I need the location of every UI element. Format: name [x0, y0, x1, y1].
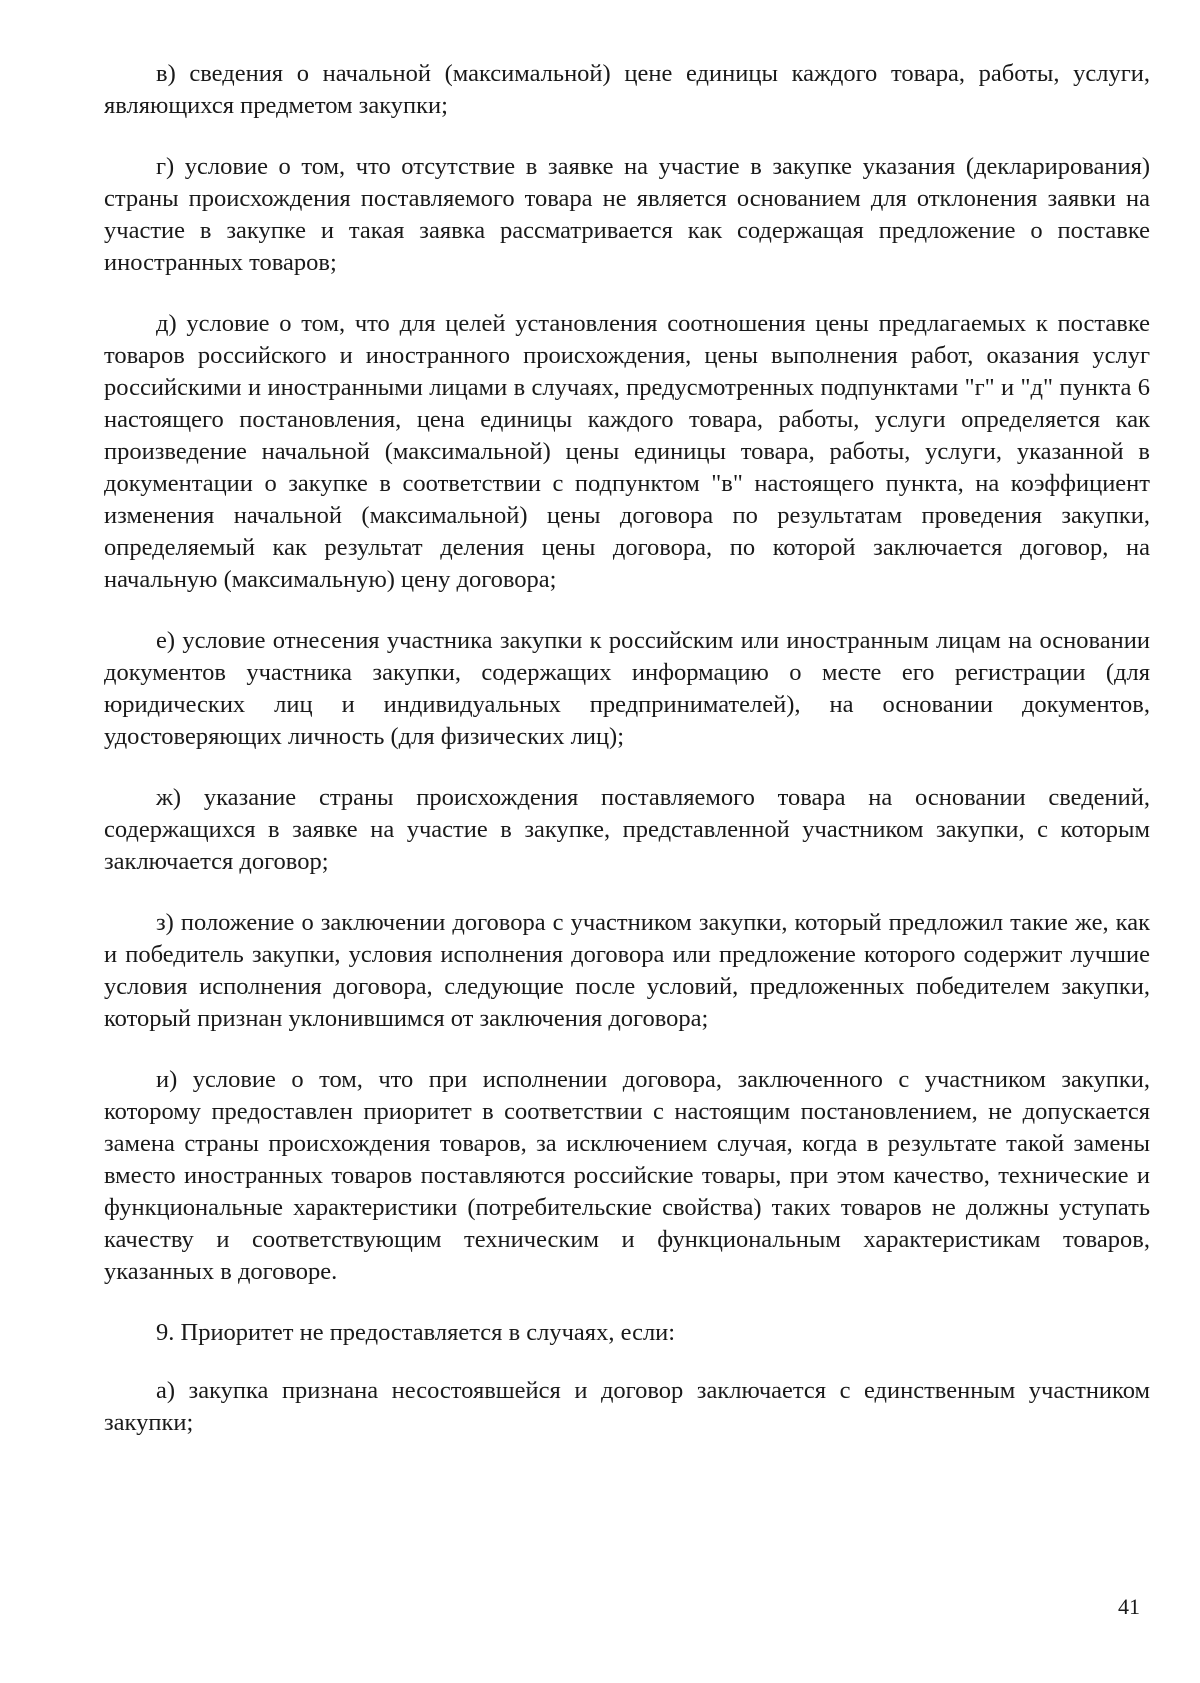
paragraph-a: а) закупка признана несостоявшейся и договор заключается с единственным участником закупки; [104, 1377, 1150, 1436]
paragraph-e: е) условие отнесения участника закупки к российским или иностранным лицам на основании документов участника закупки, содержащих информацию о месте его регистрации (для юридических лиц и индивидуальных предпринимателей), на основании документов, удостоверяющих личность (для физических лиц); [104, 627, 1150, 750]
page-number: 41 [1118, 1594, 1140, 1619]
document-body [104, 58, 1150, 1468]
paragraph-g: г) условие о том, что отсутствие в заявке на участие в закупке указания (декларирования) страны происхождения поставляемого товара не является основанием для отклонения заявки на участие в закупке и такая заявка рассматривается как содержащая предложение о поставке иностранных товаров; [104, 153, 1150, 276]
paragraph-d: д) условие о том, что для целей установления соотношения цены предлагаемых к поставке товаров российского и иностранного происхождения, цены выполнения работ, оказания услуг российскими и иностранными лицами в случаях, предусмотренных подпунктами "г" и "д" пункта 6 настоящего постановления, цена единицы каждого товара, работы, услуги определяется как произведение начальной (максимальной) цены единицы товара, работы, услуги, указанной в документации о закупке в соответствии с подпунктом "в" настоящего пункта, на коэффициент изменения начальной (максимальной) цены договора по результатам проведения закупки, определяемый как результат деления цены договора, по которой заключается договор, на начальную (максимальную) цену договора; [104, 310, 1150, 593]
paragraph-z: з) положение о заключении договора с участником закупки, который предложил такие же, как и победитель закупки, условия исполнения договора или предложение которого содержит лучшие условия исполнения договора, следующие после условий, предложенных победителем закупки, который признан уклонившимся от заключения договора; [104, 909, 1150, 1032]
paragraph-v: в) сведения о начальной (максимальной) цене единицы каждого товара, работы, услуги, являющихся предметом закупки; [104, 60, 1150, 119]
paragraph-i: и) условие о том, что при исполнении договора, заключенного с участником закупки, которому предоставлен приоритет в соответствии с настоящим постановлением, не допускается замена страны происхождения товаров, за исключением случая, когда в результате такой замены вместо иностранных товаров поставляются российские товары, при этом качество, технические и функциональные характеристики (потребительские свойства) таких товаров не должны уступать качеству и соответствующим техническим и функциональным характеристикам товаров, указанных в договоре. [104, 1066, 1150, 1285]
paragraph-item-9: 9. Приоритет не предоставляется в случаях, если: [156, 1319, 676, 1346]
paragraph-zh: ж) указание страны происхождения поставляемого товара на основании сведений, содержащихся в заявке на участие в закупке, представленной участником закупки, с которым заключается договор; [104, 784, 1150, 875]
